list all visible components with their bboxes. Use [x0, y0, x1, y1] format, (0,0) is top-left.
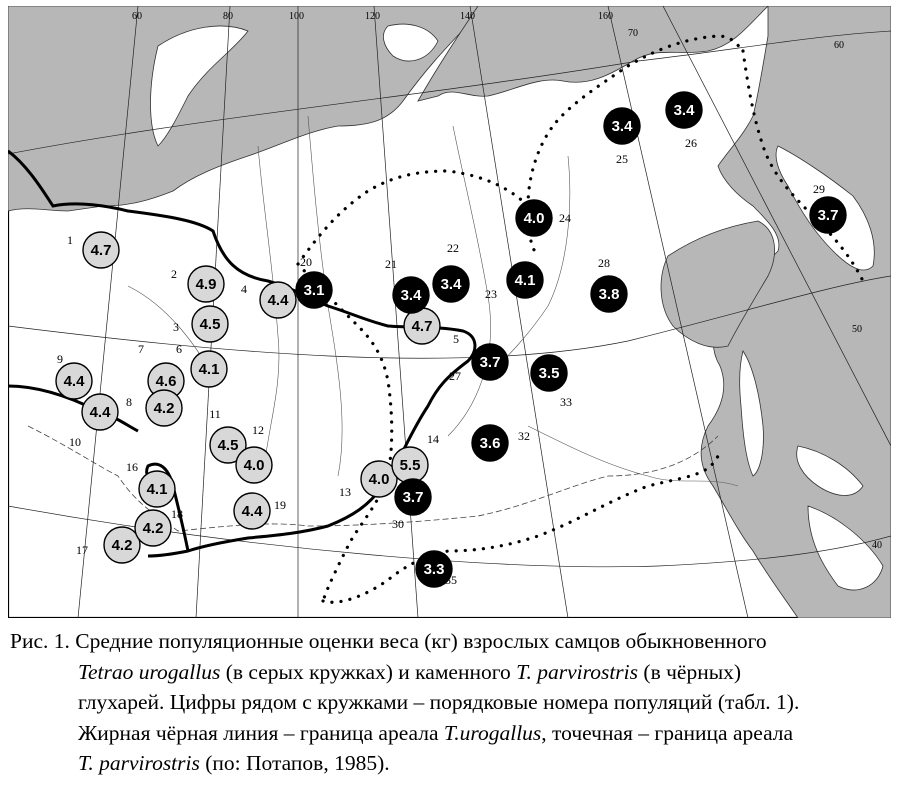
population-number-35: 35: [445, 573, 457, 587]
population-weight-9: 4.4: [63, 373, 85, 390]
population-number-7: 7: [138, 342, 144, 356]
population-weight-1: 4.7: [90, 242, 112, 259]
lat-label-60: 60: [834, 40, 844, 51]
population-number-29: 29: [813, 182, 825, 196]
caption-line-4: [10, 718, 895, 749]
caption-text-1: Рис. 1. Средние популяционные оценки веса (кг) взрослых самцов обыкновенного: [10, 629, 767, 653]
lon-label-140: 140: [460, 11, 475, 22]
caption-text-2a: (в серых кружках) и каменного: [220, 659, 517, 684]
population-weight-20: 3.1: [303, 282, 325, 299]
population-weight-8: 4.2: [153, 400, 175, 417]
population-number-6: 6: [176, 342, 182, 356]
population-number-4: 4: [241, 282, 247, 296]
caption-species-4: T. parvirostris: [78, 751, 200, 775]
caption-text-2b: (в чёрных): [638, 659, 742, 684]
population-weight-7: 4.6: [155, 373, 177, 390]
population-number-5: 5: [453, 332, 459, 346]
figure-caption: [10, 626, 895, 779]
population-number-16: 16: [126, 460, 138, 474]
population-number-14: 14: [427, 432, 439, 446]
population-number-32: 32: [518, 429, 530, 443]
population-number-12: 12: [252, 423, 264, 437]
population-weight-5: 4.7: [411, 318, 433, 335]
caption-text-4a: Жирная чёрная линия – граница ареала: [78, 720, 444, 745]
caption-species-1: Tetrao urogallus: [78, 659, 221, 684]
population-weight-35: 3.3: [423, 561, 445, 578]
caption-text-5: (по: Потапов, 1985).: [199, 751, 390, 775]
population-weight-23: 4.1: [514, 272, 536, 289]
lon-label-120: 120: [365, 11, 380, 22]
range-map: [8, 6, 891, 618]
population-number-19: 19: [274, 498, 286, 512]
population-number-11: 11: [209, 407, 221, 421]
population-number-21: 21: [385, 257, 397, 271]
population-weight-27: 3.7: [479, 354, 501, 371]
population-number-33: 33: [560, 395, 572, 409]
population-number-1: 1: [67, 233, 73, 247]
population-weight-33: 3.5: [538, 365, 560, 382]
lon-label-80: 80: [223, 11, 233, 22]
population-number-17: 17: [76, 543, 88, 557]
population-number-30: 30: [392, 517, 404, 531]
lat-label-70: 70: [628, 28, 638, 39]
caption-line-5: [10, 748, 895, 779]
population-number-23: 23: [485, 287, 497, 301]
population-number-20: 20: [300, 255, 312, 269]
population-weight-21: 3.4: [400, 287, 422, 304]
population-number-22: 22: [447, 241, 459, 255]
population-number-18: 18: [171, 507, 183, 521]
population-weight-19: 4.4: [241, 503, 263, 520]
caption-line-1: [10, 626, 895, 657]
population-weight-6: 4.1: [198, 361, 220, 378]
caption-text-3: глухарей. Цифры рядом с кружками – порядковые номера популяций (табл. 1).: [78, 690, 800, 714]
caption-species-2: T. parvirostris: [516, 659, 639, 684]
population-weight-11: 4.5: [217, 437, 239, 454]
population-number-26: 26: [685, 136, 697, 150]
population-weight-4: 4.4: [267, 292, 289, 309]
population-number-27: 27: [449, 369, 461, 383]
population-weight-25: 3.4: [611, 118, 633, 135]
population-number-24: 24: [559, 211, 571, 225]
population-weight-2: 4.9: [195, 276, 217, 293]
population-number-13: 13: [339, 485, 351, 499]
population-number-25: 25: [616, 152, 628, 166]
population-weight-28: 3.8: [598, 286, 620, 303]
population-number-10: 10: [69, 435, 81, 449]
lon-label-60: 60: [132, 11, 142, 22]
population-number-28: 28: [598, 256, 610, 270]
population-weight-12: 4.0: [243, 457, 265, 474]
population-weight-10: 4.4: [89, 404, 111, 421]
population-weight-13: 4.0: [368, 471, 390, 488]
lat-label-50: 50: [852, 324, 862, 335]
population-number-8: 8: [126, 395, 132, 409]
lon-label-160: 160: [598, 11, 613, 22]
population-weight-3: 4.5: [199, 316, 221, 333]
lat-label-40: 40: [872, 540, 882, 551]
population-weight-18: 4.2: [142, 520, 164, 537]
population-weight-32: 3.6: [479, 435, 501, 452]
population-weight-17: 4.2: [111, 537, 133, 554]
population-weight-14: 5.5: [399, 457, 421, 474]
caption-text-4b: , точечная – граница ареала: [541, 720, 794, 745]
population-weight-26: 3.4: [673, 102, 695, 119]
population-weight-24: 4.0: [523, 210, 545, 227]
population-weight-29: 3.7: [817, 207, 839, 224]
population-weight-22: 3.4: [440, 276, 462, 293]
lon-label-100: 100: [289, 11, 304, 22]
population-weight-16: 4.1: [146, 481, 168, 498]
caption-species-3: T.urogallus: [443, 720, 542, 745]
population-number-2: 2: [171, 267, 177, 281]
caption-line-2: [10, 657, 895, 688]
population-number-9: 9: [57, 352, 63, 366]
caption-line-3: [10, 687, 895, 718]
population-weight-30: 3.7: [402, 489, 424, 506]
population-number-3: 3: [173, 320, 179, 334]
